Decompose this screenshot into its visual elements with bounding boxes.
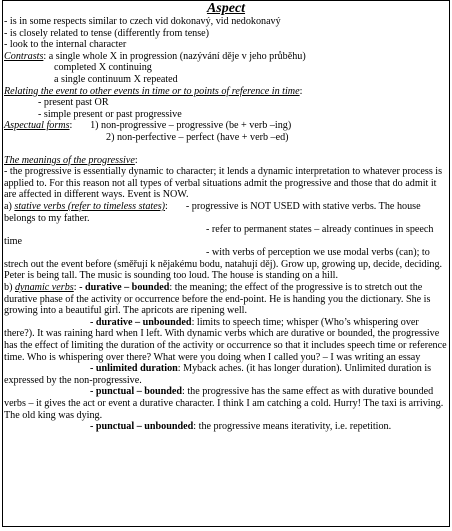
relating-item-1: - present past OR [38, 97, 109, 109]
aspectual-text-1: : 1) non-progressive – progressive (be + verb –ing) [69, 120, 292, 132]
stative-text-1: - progressive is NOT USED with stative verbs. The house belongs to my father. [4, 200, 421, 224]
unlimited-duration-text: : Myback aches. (it has longer duration). Unlimited duration is expressed by the non-progressive. [4, 363, 432, 386]
dynamic-paragraph-1 [4, 282, 448, 317]
durative-unbounded-text: : limits to speech time; whisper (Who’s whispering over there?). It was raining hard when I left. With dynamic verbs which are durative or bounded, the progressive has the effect of limiting the duration of the activity or occurrence so that it includes speech time or reference time. Who is whispering over there? What were you doing when I called you? – I was writing an essay [4, 316, 447, 363]
durative-unbounded-term: - durative – unbounded [90, 316, 192, 328]
page-title: Aspect [206, 1, 246, 16]
intro-line-1: - is in some respects similar to czech vid dokonavý, vid nedokonavý [4, 16, 281, 27]
aspectual-line-1 [4, 120, 448, 132]
spacer [4, 144, 448, 155]
punctual-unbounded-text: : the progressive means iterativity, i.e. repetition. [193, 421, 392, 433]
dynamic-label: dynamic verbs [14, 282, 74, 294]
stative-paragraph-2: - refer to permanent states – already continues in speech time [4, 224, 434, 247]
contrasts-line-3: a single continuum X repeated [54, 73, 178, 85]
contrasts-text-1: : a single whole X in progression (nazývání děje v jeho průběhu) [43, 50, 306, 62]
contrasts-line-1 [4, 51, 448, 63]
stative-label: stative verbs (refer to timeless states) [14, 200, 166, 212]
punctual-bounded-text: : the progressive has the same effect as with durative bounded verbs – it gives the act or event a durative character. I think I am catching a cold. Hurry! The taxi is arriving. The old king was dying. [4, 386, 444, 421]
durative-bounded-term: - durative – bounded [79, 282, 170, 294]
durative-bounded-text: : the meaning; the effect of the progressive is to stretch out the durative phase of the activity or occurrence before the end-point. He is handing you the dictionary. She is growing into a beautiful girl. The apricots are ripening well. [4, 282, 431, 317]
dynamic-paragraph-4 [4, 386, 448, 421]
stative-colon: : [165, 200, 168, 212]
dynamic-paragraph-2 [4, 317, 448, 363]
aspectual-label: Aspectual forms [4, 120, 70, 132]
relating-label: Relating the event to other events in time or to points of reference in time [4, 85, 300, 97]
relating-colon: : [299, 85, 303, 97]
stative-prefix: a) [4, 200, 15, 212]
contrasts-label: Contrasts [4, 50, 44, 62]
dynamic-paragraph-3 [4, 363, 448, 386]
punctual-bounded-term: - punctual – bounded [90, 386, 183, 398]
stative-paragraph-3: - with verbs of perception we use modal verbs (can); to strech out the event before (směřují k nějakému bodu, natahují děj). Grow up, growing up, decide, deciding. Peter is being tall. The music is sounding too loud. The house is standing on a hill. [4, 247, 443, 282]
relating-heading [4, 86, 448, 98]
meanings-label: The meanings of the progressive [4, 154, 135, 166]
meanings-paragraph: - the progressive is essentially dynamic to character; it lends a dynamic interpretation to whatever process is applied to. For this reason not all types of verbal situations admit the progressive and those that do admit it are affected in different ways. Event is NOW. [4, 166, 443, 201]
stative-paragraph-1 [4, 201, 448, 224]
dynamic-paragraph-5 [4, 421, 448, 433]
unlimited-duration-term: - unlimited duration [90, 363, 178, 375]
aspectual-line-2: 2) non-perfective – perfect (have + verb –ed) [106, 131, 289, 143]
intro-line-2: - is closely related to tense (differently from tense) [4, 27, 210, 39]
relating-item-2: - simple present or past progressive [38, 108, 182, 120]
document-page [2, 0, 450, 527]
dynamic-prefix: b) [4, 282, 15, 294]
meanings-heading [4, 155, 448, 167]
dynamic-colon: : [73, 282, 77, 294]
meanings-colon: : [134, 154, 138, 166]
punctual-unbounded-term: - punctual – unbounded [90, 421, 194, 433]
contrasts-line-2: completed X continuing [54, 62, 152, 74]
intro-line-3: - look to the internal character [4, 39, 127, 51]
